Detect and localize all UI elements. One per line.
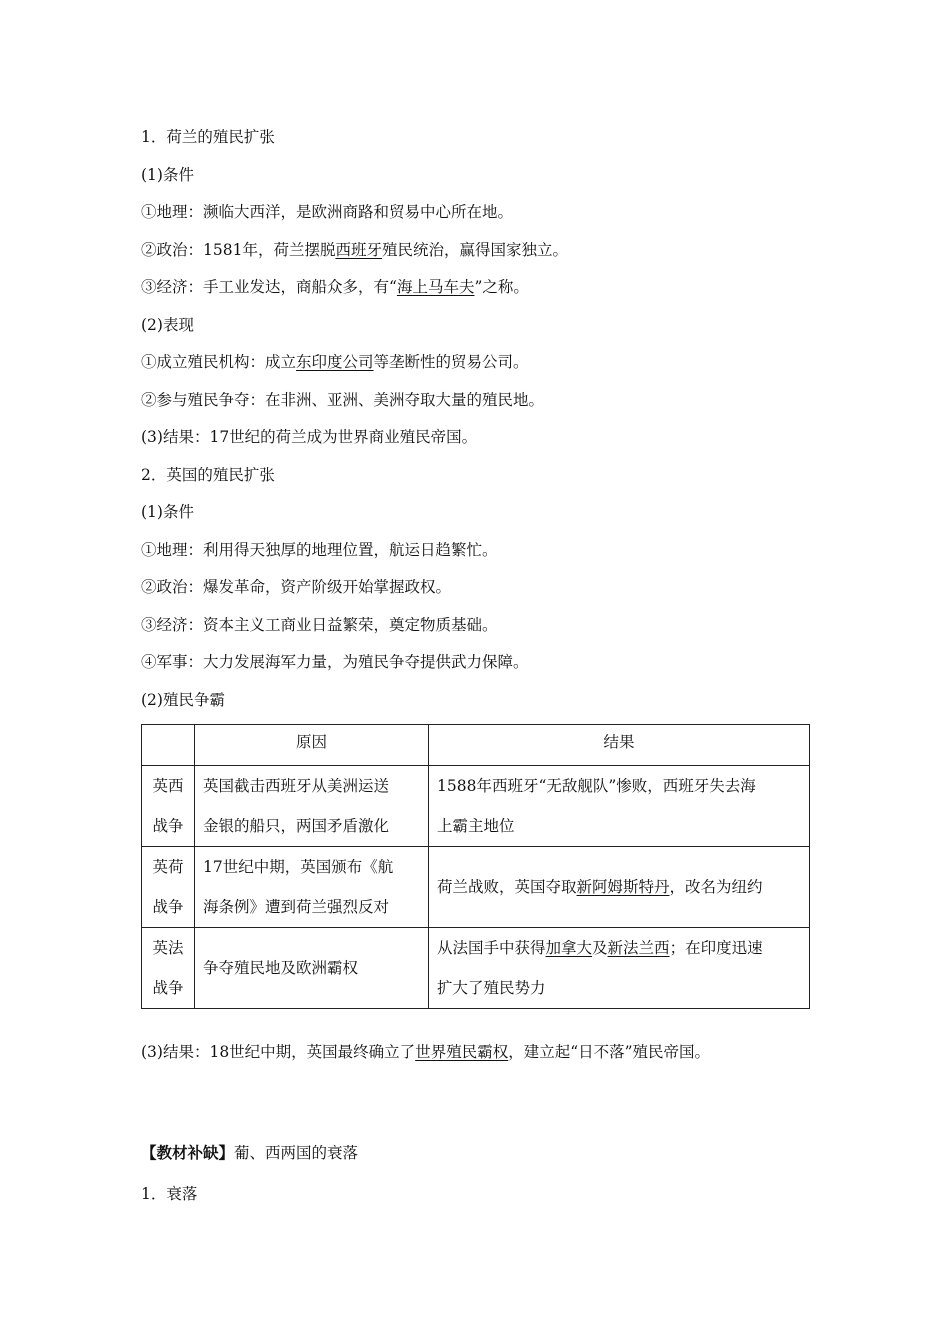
table-header-blank xyxy=(142,725,195,766)
table-header-result: 结果 xyxy=(429,725,810,766)
section1-institution-answer: 东印度公司 xyxy=(296,353,374,371)
section1-heading: 1．荷兰的殖民扩张 xyxy=(141,128,275,146)
cause-line: 17世纪中期，英国颁布《航 xyxy=(203,858,394,876)
section1-institution xyxy=(141,351,529,373)
section1-institution-post: 等垄断性的贸易公司。 xyxy=(373,353,529,371)
section2-geo: ①地理：利用得天独厚的地理位置，航运日趋繁忙。 xyxy=(141,541,498,559)
section1-politics-answer: 西班牙 xyxy=(335,241,382,259)
table-header-row xyxy=(142,725,810,766)
section2-economy: ③经济：资本主义工商业日益繁荣，奠定物质基础。 xyxy=(141,616,498,634)
result-cell xyxy=(429,847,810,928)
section1-geo: ①地理：濒临大西洋，是欧洲商路和贸易中心所在地。 xyxy=(141,203,514,221)
section1-politics-post: 殖民统治，赢得国家独立。 xyxy=(381,241,568,259)
result-line xyxy=(437,928,801,968)
section2-politics: ②政治：爆发革命，资产阶级开始掌握政权。 xyxy=(141,578,452,596)
table-row xyxy=(142,766,810,847)
war-name-line: 英西 xyxy=(152,777,184,795)
cause-line: 金银的船只，两国矛盾激化 xyxy=(203,817,390,835)
result-answer-canada: 加拿大 xyxy=(545,939,593,957)
cause-text: 争夺殖民地及欧洲霸权 xyxy=(203,959,359,977)
section1-economy-post: ”之称。 xyxy=(474,278,529,296)
supplement-tag: 【教材补缺】 xyxy=(141,1143,235,1162)
section2-heading: 2．英国的殖民扩张 xyxy=(141,466,275,484)
colonial-rivalry-table xyxy=(141,724,810,1009)
war-name-cell xyxy=(142,847,195,928)
table-header-cause: 原因 xyxy=(195,725,429,766)
war-name-line: 战争 xyxy=(152,979,184,997)
section2-result-post: ，建立起“日不落”殖民帝国。 xyxy=(508,1043,711,1061)
result-cell xyxy=(429,766,810,847)
table-row xyxy=(142,847,810,928)
war-name-cell xyxy=(142,928,195,1009)
section2-rivalry-label: (2)殖民争霸 xyxy=(141,691,225,709)
supplement-title: 葡、西两国的衰落 xyxy=(234,1144,359,1162)
section2-result-answer: 世界殖民霸权 xyxy=(415,1043,509,1061)
result-answer-new-france: 新法兰西 xyxy=(607,939,670,957)
section1-conditions-label: (1)条件 xyxy=(141,166,194,184)
result-cell xyxy=(429,928,810,1009)
war-name-line: 战争 xyxy=(152,898,184,916)
section1-politics-pre: ②政治：1581年，荷兰摆脱 xyxy=(141,241,336,259)
war-name-cell xyxy=(142,766,195,847)
section1-manifest-label: (2)表现 xyxy=(141,316,194,334)
war-name-line: 英法 xyxy=(152,939,184,957)
section1-result: (3)结果：17世纪的荷兰成为世界商业殖民帝国。 xyxy=(141,428,478,446)
section1-economy-pre: ③经济：手工业发达，商船众多，有“ xyxy=(141,278,397,296)
section1-institution-pre: ①成立殖民机构：成立 xyxy=(141,353,297,371)
result-answer: 新阿姆斯特丹 xyxy=(576,878,670,896)
result-post: ；在印度迅速 xyxy=(669,939,763,957)
result-line: 扩大了殖民势力 xyxy=(437,979,546,997)
war-name-line: 战争 xyxy=(152,817,184,835)
result-pre: 荷兰战败，英国夺取 xyxy=(437,878,577,896)
supplement-heading xyxy=(141,1142,358,1164)
result-post: ，改名为纽约 xyxy=(669,878,763,896)
result-mid: 及 xyxy=(592,939,608,957)
cause-cell xyxy=(195,766,429,847)
section1-economy xyxy=(141,276,529,298)
result-line: 1588年西班牙“无敌舰队”惨败，西班牙失去海 xyxy=(437,777,756,795)
section1-politics xyxy=(141,239,568,261)
cause-cell xyxy=(195,928,429,1009)
war-name-line: 英荷 xyxy=(152,858,184,876)
supplement-item1: 1．衰落 xyxy=(141,1185,198,1203)
result-pre: 从法国手中获得 xyxy=(437,939,546,957)
result-line: 上霸主地位 xyxy=(437,817,515,835)
cause-line: 海条例》遭到荷兰强烈反对 xyxy=(203,898,390,916)
section2-result-pre: (3)结果：18世纪中期，英国最终确立了 xyxy=(141,1043,416,1061)
section1-compete: ②参与殖民争夺：在非洲、亚洲、美洲夺取大量的殖民地。 xyxy=(141,391,545,409)
section2-result xyxy=(141,1041,710,1063)
cause-cell xyxy=(195,847,429,928)
cause-line: 英国截击西班牙从美洲运送 xyxy=(203,777,390,795)
table-row xyxy=(142,928,810,1009)
section1-economy-answer: 海上马车夫 xyxy=(396,278,475,296)
section2-conditions-label: (1)条件 xyxy=(141,503,194,521)
section2-military: ④军事：大力发展海军力量，为殖民争夺提供武力保障。 xyxy=(141,653,529,671)
